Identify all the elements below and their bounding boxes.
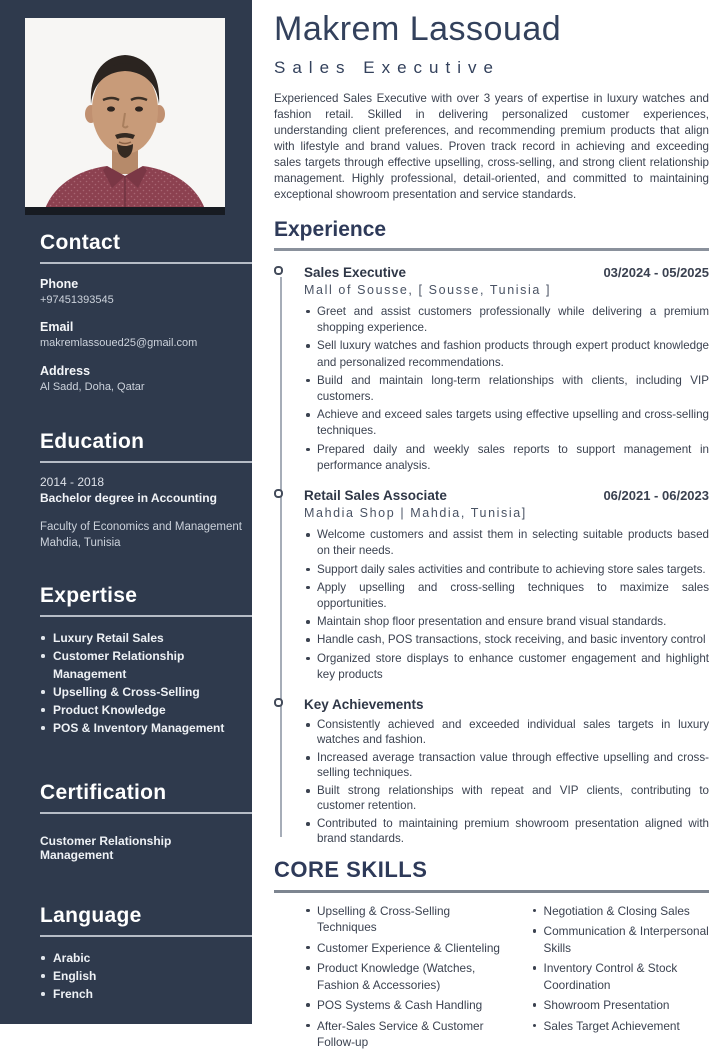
experience-timeline — [274, 265, 709, 847]
profile-photo-illustration — [25, 18, 225, 215]
job-bullet-list — [304, 304, 709, 474]
person-name: Makrem Lassouad — [274, 10, 562, 48]
language-heading: Language — [40, 904, 142, 928]
job-bullet-list — [304, 527, 709, 683]
job-bullet: Prepared daily and weekly sales reports to support management in performance analysis. — [304, 442, 709, 474]
skill-item: Sales Target Achievement — [531, 1018, 709, 1035]
contact-section — [40, 231, 242, 394]
timeline-dot — [274, 698, 283, 707]
contact-item-phone — [40, 277, 242, 307]
sidebar-content — [0, 231, 252, 1003]
expertise-item: POS & Inventory Management — [40, 719, 242, 737]
expertise-list — [40, 629, 242, 737]
skill-item: Showroom Presentation — [531, 997, 709, 1014]
certification-divider — [40, 812, 252, 814]
core-skills-divider — [274, 890, 709, 893]
language-item: Arabic — [40, 949, 242, 967]
education-period: 2014 - 2018 — [40, 474, 105, 489]
achievements-title: Key Achievements — [304, 697, 424, 713]
experience-divider — [274, 248, 709, 251]
job-bullet: Handle cash, POS transactions, stock receiving, and basic inventory control — [304, 632, 709, 648]
skill-item: Customer Experience & Clienteling — [304, 940, 505, 957]
address-value: Al Sadd, Doha, Qatar — [40, 380, 145, 393]
expertise-heading: Expertise — [40, 584, 138, 608]
email-label: Email — [40, 320, 74, 335]
education-section — [40, 430, 242, 550]
job-header — [304, 265, 709, 280]
achievements-bullet-list — [304, 717, 709, 847]
contact-item-address — [40, 364, 242, 394]
job-bullet: Welcome customers and assist them in selecting suitable products based on their needs. — [304, 527, 709, 559]
core-skills-right-column — [505, 903, 709, 1055]
education-degree: Bachelor degree in Accounting — [40, 490, 217, 505]
job-company: Mahdia Shop | Mahdia, Tunisia] — [304, 506, 527, 521]
skill-item: POS Systems & Cash Handling — [304, 997, 505, 1014]
person-title: Sales Executive — [274, 58, 500, 77]
education-divider — [40, 461, 252, 463]
job-title: Retail Sales Associate — [304, 488, 447, 504]
profile-photo — [25, 18, 225, 215]
phone-label: Phone — [40, 277, 79, 291]
certification-item: Customer Relationship Management — [40, 834, 172, 863]
language-list — [40, 949, 242, 1003]
sidebar — [0, 0, 252, 1024]
contact-item-email — [40, 320, 242, 350]
key-achievements-entry — [304, 697, 709, 847]
profile-summary: Experienced Sales Executive with over 3 years of expertise in luxury watches and fashion retail. Skilled in delivering personalized customer experiences, understanding client preferences, and recommending premium products that align with lifestyle and brand values. Proven track record in achieving and exceeding sales targets through effective upselling, cross-selling, and strong client relationship management. Highly professional, detail-oriented, and committed to maintaining exceptional showroom presentation and service standards. — [274, 92, 709, 201]
achievement-bullet: Increased average transaction value through effective upselling and cross-selling techniques. — [304, 750, 709, 780]
core-skills-left-column — [274, 903, 505, 1055]
job-bullet: Support daily sales activities and contribute to achieving store sales targets. — [304, 562, 709, 578]
skill-item: Upselling & Cross-Selling Techniques — [304, 903, 505, 936]
experience-heading: Experience — [274, 217, 387, 241]
core-skills-heading: CORE SKILLS — [274, 856, 428, 882]
skill-item: After-Sales Service & Customer Follow-up — [304, 1018, 505, 1051]
job-date: 03/2024 - 05/2025 — [603, 264, 709, 280]
address-label: Address — [40, 363, 91, 378]
achievement-bullet: Contributed to maintaining premium showroom presentation aligned with brand standards. — [304, 816, 709, 846]
job-bullet: Apply upselling and cross-selling techniques to maximize sales opportunities. — [304, 580, 709, 612]
expertise-item: Customer Relationship Management — [40, 647, 242, 683]
job-date: 06/2021 - 06/2023 — [603, 488, 709, 504]
job-header — [304, 697, 709, 712]
email-value: makremlassoued25@gmail.com — [40, 337, 198, 350]
expertise-section — [40, 584, 242, 737]
main-column — [252, 0, 725, 1050]
achievement-bullet: Consistently achieved and exceeded individual sales targets in luxury watches and fashion. — [304, 717, 709, 747]
contact-heading: Contact — [40, 231, 121, 254]
job-bullet: Build and maintain long-term relationships with clients, including VIP customers. — [304, 373, 709, 405]
skill-item: Product Knowledge (Watches, Fashion & Accessories) — [304, 960, 505, 993]
certification-heading: Certification — [40, 781, 167, 805]
contact-divider — [40, 262, 252, 264]
skill-item: Negotiation & Closing Sales — [531, 903, 709, 920]
timeline-dot — [274, 266, 283, 275]
language-section — [40, 904, 242, 1003]
expertise-item: Luxury Retail Sales — [40, 629, 242, 647]
job-header — [304, 488, 709, 503]
education-heading: Education — [40, 429, 145, 453]
language-item: French — [40, 985, 242, 1003]
education-school: Faculty of Economics and Management — [40, 520, 242, 533]
skill-item: Inventory Control & Stock Coordination — [531, 960, 709, 993]
expertise-divider — [40, 615, 252, 617]
job-bullet: Greet and assist customers professionally while delivering a premium shopping experience. — [304, 304, 709, 336]
job-bullet: Achieve and exceed sales targets using effective upselling and cross-selling techniques. — [304, 407, 709, 439]
achievement-bullet: Built strong relationships with repeat and VIP clients, contributing to customer retention. — [304, 783, 709, 813]
language-item: English — [40, 967, 242, 985]
skill-item: Communication & Interpersonal Skills — [531, 923, 709, 956]
certification-section — [40, 781, 242, 862]
phone-value: +97451393545 — [40, 294, 114, 306]
job-company: Mall of Sousse, [ Sousse, Tunisia ] — [304, 282, 552, 297]
job-entry-retail-sales-associate — [304, 488, 709, 683]
job-entry-sales-executive — [304, 265, 709, 474]
job-bullet: Sell luxury watches and fashion products through expert product knowledge and personalized recommendations. — [304, 338, 709, 370]
job-bullet: Organized store displays to enhance customer engagement and highlight key products — [304, 651, 709, 683]
job-bullet: Maintain shop floor presentation and ensure brand visual standards. — [304, 614, 709, 630]
core-skills-columns — [274, 903, 709, 1055]
expertise-item: Upselling & Cross-Selling — [40, 683, 242, 701]
language-divider — [40, 935, 252, 937]
timeline-line — [280, 277, 282, 837]
job-title: Sales Executive — [304, 264, 407, 280]
education-location: Mahdia, Tunisia — [40, 537, 121, 550]
expertise-item: Product Knowledge — [40, 701, 242, 719]
timeline-dot — [274, 489, 283, 498]
